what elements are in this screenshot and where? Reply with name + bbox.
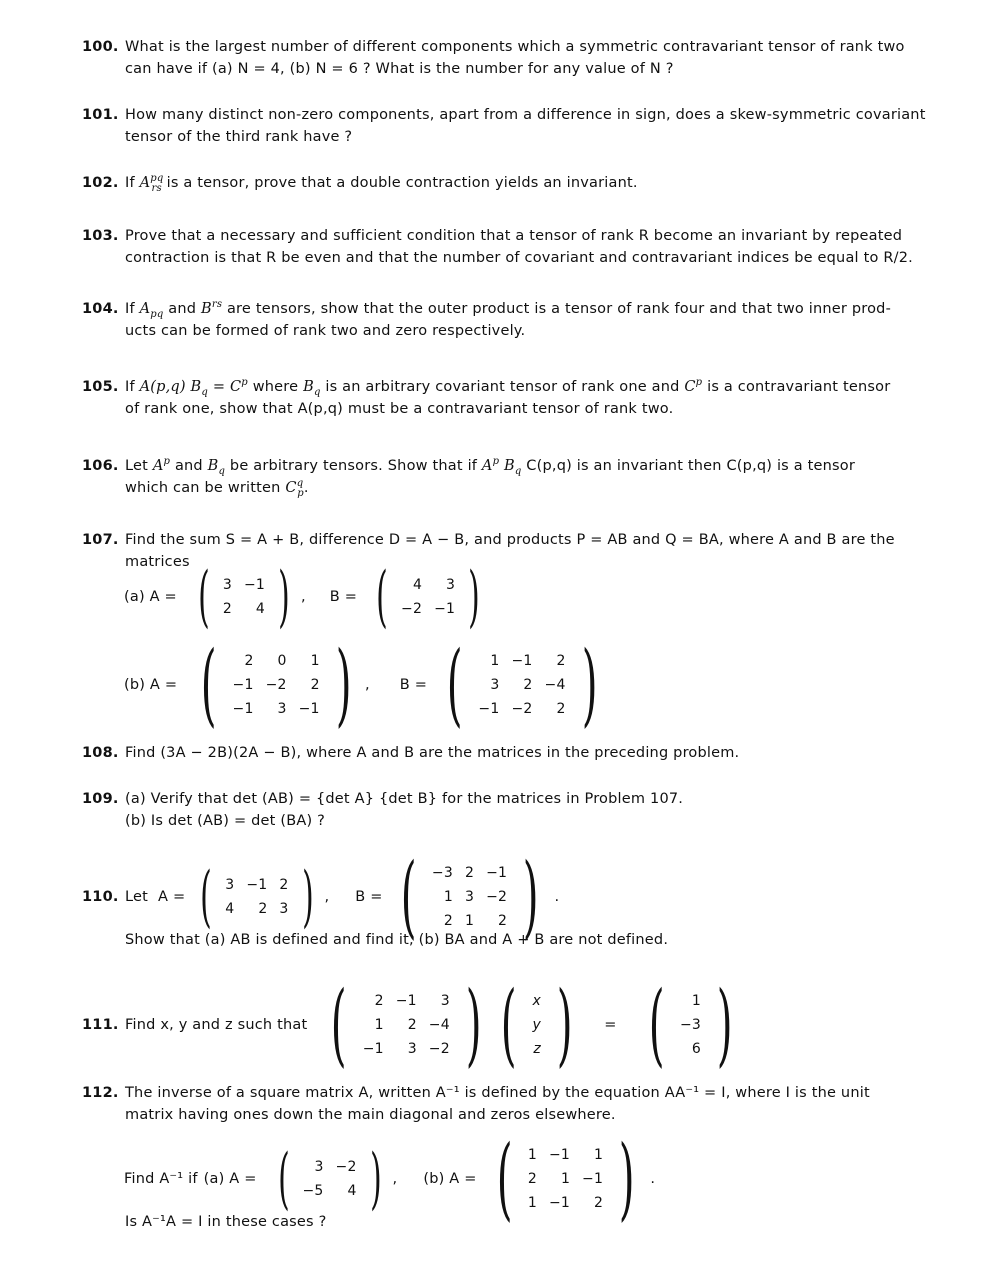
matrix-112b-A: [522, 1143, 609, 1215]
matrix-cell: 1: [374, 1017, 384, 1033]
problem-text: Let: [125, 889, 149, 905]
problem-text: Show that (a) AB is defined and find it, (b) BA and A + B are not defined.: [125, 932, 669, 948]
problem-number: 100.: [82, 39, 119, 55]
matrix-row: [227, 697, 326, 721]
problem-text: The inverse of a square matrix A, written A⁻¹ is defined by the equation AA⁻¹ = I, where I is the unit: [125, 1085, 870, 1101]
matrix-cell: −4: [428, 1017, 450, 1033]
matrix-row: [522, 1191, 609, 1215]
matrix-row: [219, 873, 294, 897]
matrix-cell: 3: [314, 1159, 324, 1175]
matrix-cell: 4: [412, 577, 423, 593]
matrix-row: [674, 1013, 707, 1037]
matrix-111-M: [357, 989, 456, 1061]
vector-111-xyz: [526, 989, 547, 1061]
matrix-row: [357, 1037, 456, 1061]
matrix-cell: 2: [556, 653, 566, 669]
matrix-row: [426, 861, 513, 885]
matrix-110-A: [219, 873, 294, 921]
matrix-row: [227, 673, 326, 697]
matrix-cell: −1: [511, 653, 533, 669]
problem-text: Let: [125, 458, 149, 474]
matrix-row: [674, 1037, 707, 1061]
matrix-cell: 3: [222, 577, 232, 593]
problem-number: 107.: [82, 532, 119, 548]
problem-105: [82, 376, 942, 420]
matrix-cell: −1: [582, 1171, 604, 1187]
matrix-cell: −2: [511, 701, 533, 717]
problem-111: 111. Find x, y and z such that ( 2 −1 3 1 2 −4 −1 3 −2 ) ( x y z ) = ( 1 −3 6 ): [82, 972, 733, 1077]
problem-text: and: [168, 301, 197, 317]
matrix-110-B: [426, 861, 513, 933]
matrix-cell: y: [532, 1017, 541, 1033]
matrix-row: [219, 897, 294, 921]
matrix-cell: −2: [428, 1041, 450, 1057]
matrix-cell: 2: [279, 877, 289, 893]
label-B: B =: [399, 677, 428, 693]
problem-text: If: [125, 379, 135, 395]
problem-text: of rank one, show that A(p,q) must be a contravariant tensor of rank two.: [125, 401, 674, 417]
matrix-cell: 3: [277, 701, 287, 717]
matrix-row: [526, 989, 547, 1013]
problem-number: 112.: [82, 1085, 119, 1101]
matrix-cell: 1: [527, 1195, 537, 1211]
problem-text: What is the largest number of different components which a symmetric contravariant tensor of rank two: [125, 39, 905, 55]
problem-107b: (b) A = ( 2 0 1 −1 −2 2 −1 3 −1 ) , B = ( 1 −1 2 3 2 −4 −1 −2 2 ): [124, 632, 598, 737]
problem-text: If: [125, 175, 135, 191]
matrix-cell: −1: [243, 577, 265, 593]
problem-text: C(p,q) is an invariant then C(p,q) is a tensor: [526, 458, 856, 474]
matrix-cell: 2: [222, 601, 232, 617]
problem-text: is a contravariant tensor: [707, 379, 891, 395]
tensor-A: $A^{pq}_{rs}$: [139, 173, 164, 194]
matrix-cell: 3: [407, 1041, 417, 1057]
label-a: (a) A =: [124, 589, 177, 605]
matrix-cell: −1: [232, 677, 254, 693]
matrix-cell: 3: [464, 889, 475, 905]
matrix-cell: 1: [464, 913, 475, 929]
tensor-B-rs: $B^{rs}$: [200, 299, 223, 317]
matrix-cell: −1: [298, 701, 320, 717]
problem-text: Find the sum S = A + B, difference D = A − B, and products P = AB and Q = BA, where A and B are the: [125, 532, 895, 548]
problem-107a: (a) A = ( 3 −1 2 4 ) , B = ( 4 3 −2 −1 ): [124, 558, 480, 635]
label-a: (a) A =: [203, 1171, 257, 1187]
problem-text: contraction is that R be even and that the number of covariant and contravariant indices be equal to R/2.: [125, 250, 913, 266]
problem-text: ucts can be formed of rank two and zero respectively.: [125, 323, 526, 339]
matrix-cell: 1: [691, 993, 701, 1009]
label-B: B =: [355, 889, 383, 905]
matrix-cell: 2: [556, 701, 566, 717]
matrix-cell: 2: [593, 1195, 604, 1211]
matrix-cell: −1: [478, 701, 500, 717]
problem-100: [82, 36, 942, 80]
problem-text: and: [174, 458, 203, 474]
matrix-cell: 2: [374, 993, 384, 1009]
matrix-cell: 1: [443, 889, 453, 905]
expr-Apq-Bq: A(p,q) $B_q = C^p$: [139, 377, 248, 398]
matrix-cell: 2: [523, 677, 533, 693]
problem-number: 103.: [82, 228, 119, 244]
problem-number: 109.: [82, 791, 119, 807]
matrix-cell: −1: [362, 1041, 384, 1057]
tensor-Bq: $B_q$: [303, 379, 321, 398]
problem-101: [82, 104, 942, 148]
matrix-cell: −1: [549, 1147, 571, 1163]
problem-text: where: [252, 379, 299, 395]
problem-110: 110. Let A = ( 3 −1 2 4 2 3 ) , B = ( −3 2 −1 1 3 −2 2 1 2 ) .: [82, 844, 560, 949]
matrix-112a-A: [297, 1155, 363, 1203]
matrix-cell: −1: [246, 877, 268, 893]
matrix-row: [526, 1037, 547, 1061]
matrix-cell: 4: [255, 601, 265, 617]
tensor-Cqp: $C^q_p$: [285, 478, 304, 499]
matrix-cell: 3: [446, 577, 456, 593]
matrix-cell: 2: [443, 913, 453, 929]
matrix-row: [472, 649, 571, 673]
matrix-cell: −1: [395, 993, 417, 1009]
matrix-cell: 1: [527, 1147, 537, 1163]
matrix-row: [297, 1179, 363, 1203]
matrix-cell: 4: [347, 1183, 357, 1199]
matrix-row: [217, 597, 271, 621]
matrix-row: [426, 909, 513, 933]
matrix-cell: 0: [277, 653, 287, 669]
problem-text: is a tensor, prove that a double contraction yields an invariant.: [166, 175, 638, 191]
matrix-cell: −1: [434, 601, 456, 617]
problem-number: 104.: [82, 301, 119, 317]
tensor-Cp: $C^p$: [684, 377, 703, 395]
matrix-cell: 1: [490, 653, 500, 669]
matrix-row: [426, 885, 513, 909]
problem-text: Find (3A − 2B)(2A − B), where A and B are the matrices in the preceding problem.: [125, 745, 740, 761]
expr-Ap-Bq: $A^p$ $B_q$: [481, 456, 522, 477]
matrix-row: [217, 573, 271, 597]
matrix-cell: 2: [498, 913, 508, 929]
problem-number: 105.: [82, 379, 119, 395]
matrix-cell: −3: [431, 865, 453, 881]
problem-text: matrix having ones down the main diagonal and zeros elsewhere.: [125, 1107, 616, 1123]
problem-number: 106.: [82, 458, 119, 474]
problem-text: can have if (a) N = 4, (b) N = 6 ? What is the number for any value of N ?: [125, 61, 674, 77]
problem-103: [82, 225, 942, 269]
problem-102: [82, 172, 942, 194]
matrix-row: [395, 597, 461, 621]
matrix-cell: 6: [691, 1041, 701, 1057]
problem-text: which can be written: [125, 480, 281, 496]
matrix-cell: −3: [679, 1017, 701, 1033]
matrix-cell: 1: [560, 1171, 571, 1187]
problem-text: If: [125, 301, 135, 317]
matrix-cell: x: [532, 993, 541, 1009]
problem-text: be arbitrary tensors. Show that if: [229, 458, 478, 474]
matrix-cell: −1: [486, 865, 508, 881]
matrix-cell: 3: [225, 877, 235, 893]
matrix-cell: 3: [490, 677, 500, 693]
matrix-cell: 3: [279, 901, 289, 917]
matrix-cell: −4: [544, 677, 566, 693]
matrix-row: [227, 649, 326, 673]
problem-text: How many distinct non-zero components, apart from a difference in sign, does a skew-symmetric covariant: [125, 107, 926, 123]
matrix-cell: 4: [225, 901, 235, 917]
problem-text: (a) Verify that det (AB) = {det A} {det B} for the matrices in Problem 107.: [125, 791, 684, 807]
problem-text: Find x, y and z such that: [125, 1017, 308, 1033]
problem-104: [82, 298, 942, 342]
matrix-cell: 1: [310, 653, 320, 669]
problem-112: [82, 1082, 942, 1126]
problem-number: 102.: [82, 175, 119, 191]
matrix-cell: 1: [593, 1147, 604, 1163]
problem-text: (b) Is det (AB) = det (BA) ?: [125, 813, 326, 829]
tensor-A-pq: $A_{pq}$: [139, 301, 164, 320]
matrix-row: [357, 989, 456, 1013]
problem-text: Prove that a necessary and sufficient condition that a tensor of rank R become an invariant by repeated: [125, 228, 903, 244]
problem-text: are tensors, show that the outer product is a tensor of rank four and that two inner prod-: [226, 301, 892, 317]
problem-text: matrices: [125, 554, 190, 570]
matrix-row: [522, 1143, 609, 1167]
vector-111-rhs: [674, 989, 707, 1061]
matrix-row: [674, 989, 707, 1013]
tensor-Ap: $A^p$: [152, 456, 171, 474]
problem-108: [82, 742, 942, 764]
matrix-row: [522, 1167, 609, 1191]
problem-number: 111.: [82, 1017, 119, 1033]
problem-number: 108.: [82, 745, 119, 761]
matrix-cell: −2: [335, 1159, 357, 1175]
matrix-cell: 2: [258, 901, 268, 917]
matrix-row: [357, 1013, 456, 1037]
problem-number: 110.: [82, 889, 119, 905]
problem-number: 101.: [82, 107, 119, 123]
problem-109: [82, 788, 942, 832]
matrix-107b-B: [472, 649, 571, 721]
matrix-row: [526, 1013, 547, 1037]
matrix-row: [472, 673, 571, 697]
matrix-cell: −1: [232, 701, 254, 717]
matrix-cell: 2: [407, 1017, 417, 1033]
tensor-Bq: $B_q$: [207, 458, 226, 477]
matrix-107a-A: [217, 573, 271, 621]
matrix-107b-A: [227, 649, 326, 721]
matrix-cell: 2: [310, 677, 320, 693]
matrix-cell: −5: [302, 1183, 324, 1199]
label-b: (b) A =: [423, 1171, 477, 1187]
label-B: B =: [329, 589, 358, 605]
label-A: A =: [158, 889, 186, 905]
matrix-cell: −2: [401, 601, 423, 617]
matrix-cell: 3: [440, 993, 450, 1009]
matrix-cell: 2: [464, 865, 475, 881]
matrix-row: [297, 1155, 363, 1179]
problem-text: Is A⁻¹A = I in these cases ?: [125, 1214, 327, 1230]
label-b: (b) A =: [124, 677, 178, 693]
problem-text: is an arbitrary covariant tensor of rank one and: [325, 379, 680, 395]
problem-text: Find A⁻¹ if: [124, 1171, 198, 1187]
matrix-cell: −2: [486, 889, 508, 905]
matrix-cell: −1: [549, 1195, 571, 1211]
matrix-row: [472, 697, 571, 721]
problem-text: tensor of the third rank have ?: [125, 129, 353, 145]
matrix-cell: 2: [244, 653, 254, 669]
problem-106: 106. Let $A^p$ and $B_q$ be arbitrary tensors. Show that if $A^p$ $B_q$ C(p,q) is an invariant then C(p,q) is a tensor which can be written $C^q_p$.: [82, 456, 856, 499]
matrix-row: [395, 573, 461, 597]
matrix-cell: z: [533, 1041, 541, 1057]
matrix-cell: 2: [527, 1171, 537, 1187]
matrix-cell: −2: [265, 677, 287, 693]
problem-112-find: Find A⁻¹ if (a) A = ( 3 −2 −5 4 ) , (b) A = ( 1 −1 1 2 1 −1 1 −1 2 ) .: [124, 1126, 656, 1231]
matrix-107a-B: [395, 573, 461, 621]
